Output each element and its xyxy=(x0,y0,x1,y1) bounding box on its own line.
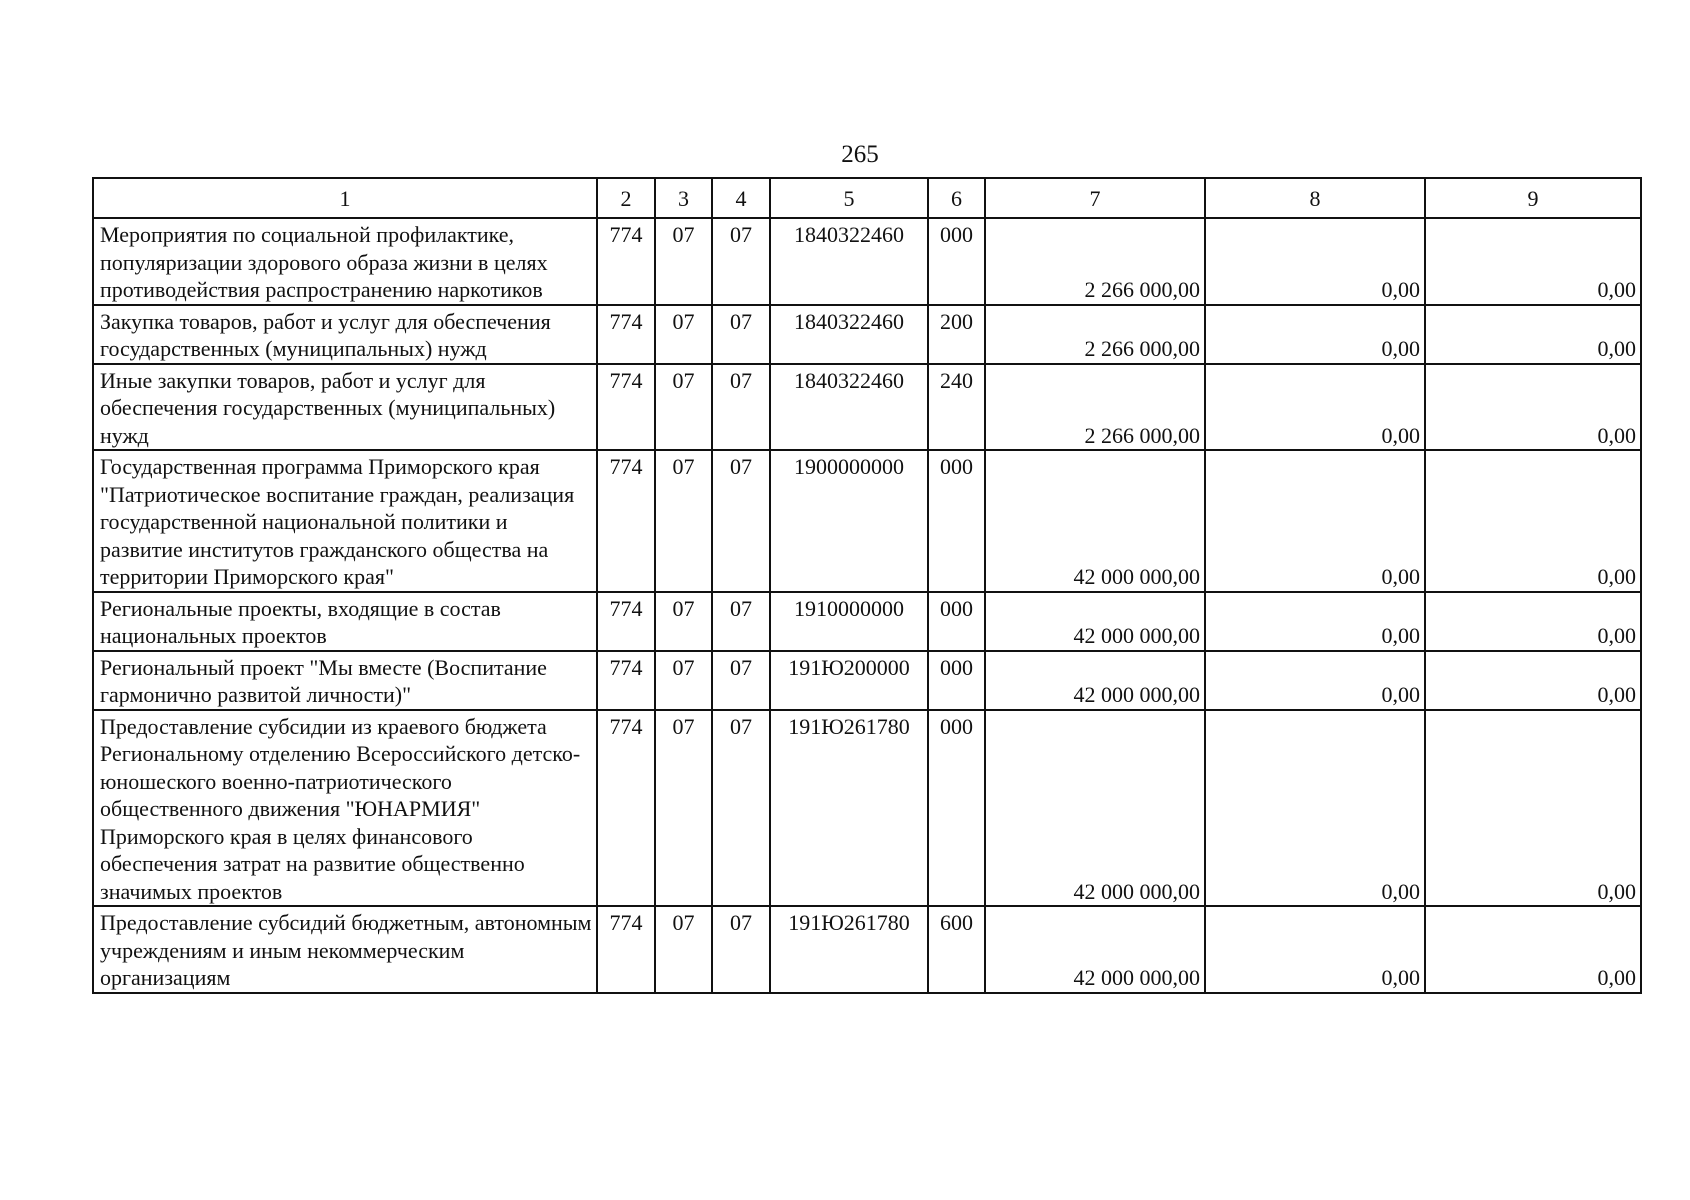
column-header-7: 7 xyxy=(985,178,1205,218)
row-name: Предоставление субсидий бюджетным, автономным учреждениям и иным некоммерческим организациям xyxy=(93,906,597,993)
admin-code: 774 xyxy=(597,450,655,592)
amount-col8: 0,00 xyxy=(1205,305,1425,364)
amount-col8: 0,00 xyxy=(1205,651,1425,710)
row-name: Государственная программа Приморского края "Патриотическое воспитание граждан, реализация государственной национальной политики и развитие институтов гражданского общества на территории Приморского края" xyxy=(93,450,597,592)
admin-code: 774 xyxy=(597,305,655,364)
amount-col9: 0,00 xyxy=(1425,450,1641,592)
admin-code: 774 xyxy=(597,218,655,305)
expense-type-code: 600 xyxy=(928,906,985,993)
table-row xyxy=(93,906,1641,993)
subsection-code: 07 xyxy=(712,710,770,907)
row-name: Предоставление субсидии из краевого бюджета Региональному отделению Всероссийского детско-юношеского военно-патриотического общественного движения "ЮНАРМИЯ" Приморского края в целях финансового обеспечения затрат на развитие общественно значимых проектов xyxy=(93,710,597,907)
column-header-6: 6 xyxy=(928,178,985,218)
table-row xyxy=(93,651,1641,710)
amount-col8: 0,00 xyxy=(1205,906,1425,993)
table-row xyxy=(93,710,1641,907)
amount-col9: 0,00 xyxy=(1425,651,1641,710)
amount-col8: 0,00 xyxy=(1205,592,1425,651)
admin-code: 774 xyxy=(597,592,655,651)
expense-type-code: 000 xyxy=(928,710,985,907)
column-header-3: 3 xyxy=(655,178,712,218)
amount-col8: 0,00 xyxy=(1205,218,1425,305)
amount-col7: 2 266 000,00 xyxy=(985,364,1205,451)
row-name: Иные закупки товаров, работ и услуг для обеспечения государственных (муниципальных) нужд xyxy=(93,364,597,451)
section-code: 07 xyxy=(655,906,712,993)
amount-col9: 0,00 xyxy=(1425,305,1641,364)
amount-col9: 0,00 xyxy=(1425,364,1641,451)
target-article-code: 1910000000 xyxy=(770,592,928,651)
subsection-code: 07 xyxy=(712,305,770,364)
amount-col8: 0,00 xyxy=(1205,710,1425,907)
table-row xyxy=(93,450,1641,592)
section-code: 07 xyxy=(655,651,712,710)
admin-code: 774 xyxy=(597,906,655,993)
target-article-code: 1840322460 xyxy=(770,364,928,451)
table-row xyxy=(93,305,1641,364)
expense-type-code: 000 xyxy=(928,651,985,710)
target-article-code: 1900000000 xyxy=(770,450,928,592)
expense-type-code: 000 xyxy=(928,592,985,651)
table-row xyxy=(93,592,1641,651)
row-name: Региональный проект "Мы вместе (Воспитание гармонично развитой личности)" xyxy=(93,651,597,710)
section-code: 07 xyxy=(655,592,712,651)
amount-col7: 42 000 000,00 xyxy=(985,906,1205,993)
subsection-code: 07 xyxy=(712,651,770,710)
amount-col9: 0,00 xyxy=(1425,906,1641,993)
subsection-code: 07 xyxy=(712,450,770,592)
row-name: Закупка товаров, работ и услуг для обеспечения государственных (муниципальных) нужд xyxy=(93,305,597,364)
header-row xyxy=(93,178,1641,218)
section-code: 07 xyxy=(655,364,712,451)
column-header-8: 8 xyxy=(1205,178,1425,218)
amount-col7: 42 000 000,00 xyxy=(985,651,1205,710)
target-article-code: 1840322460 xyxy=(770,218,928,305)
target-article-code: 191Ю200000 xyxy=(770,651,928,710)
amount-col9: 0,00 xyxy=(1425,710,1641,907)
target-article-code: 191Ю261780 xyxy=(770,710,928,907)
section-code: 07 xyxy=(655,218,712,305)
amount-col9: 0,00 xyxy=(1425,592,1641,651)
amount-col8: 0,00 xyxy=(1205,450,1425,592)
amount-col8: 0,00 xyxy=(1205,364,1425,451)
section-code: 07 xyxy=(655,450,712,592)
amount-col7: 42 000 000,00 xyxy=(985,592,1205,651)
amount-col9: 0,00 xyxy=(1425,218,1641,305)
target-article-code: 191Ю261780 xyxy=(770,906,928,993)
amount-col7: 42 000 000,00 xyxy=(985,450,1205,592)
expense-type-code: 000 xyxy=(928,218,985,305)
column-header-1: 1 xyxy=(93,178,597,218)
admin-code: 774 xyxy=(597,651,655,710)
target-article-code: 1840322460 xyxy=(770,305,928,364)
admin-code: 774 xyxy=(597,364,655,451)
expense-type-code: 000 xyxy=(928,450,985,592)
amount-col7: 2 266 000,00 xyxy=(985,218,1205,305)
expense-type-code: 240 xyxy=(928,364,985,451)
column-header-2: 2 xyxy=(597,178,655,218)
column-header-5: 5 xyxy=(770,178,928,218)
table-row xyxy=(93,218,1641,305)
column-header-4: 4 xyxy=(712,178,770,218)
subsection-code: 07 xyxy=(712,364,770,451)
expense-type-code: 200 xyxy=(928,305,985,364)
subsection-code: 07 xyxy=(712,592,770,651)
section-code: 07 xyxy=(655,710,712,907)
section-code: 07 xyxy=(655,305,712,364)
amount-col7: 2 266 000,00 xyxy=(985,305,1205,364)
table-row xyxy=(93,364,1641,451)
budget-table xyxy=(92,177,1642,994)
subsection-code: 07 xyxy=(712,906,770,993)
row-name: Региональные проекты, входящие в состав национальных проектов xyxy=(93,592,597,651)
column-header-9: 9 xyxy=(1425,178,1641,218)
amount-col7: 42 000 000,00 xyxy=(985,710,1205,907)
page-number: 265 xyxy=(841,141,879,168)
subsection-code: 07 xyxy=(712,218,770,305)
row-name: Мероприятия по социальной профилактике, популяризации здорового образа жизни в целях противодействия распространению наркотиков xyxy=(93,218,597,305)
admin-code: 774 xyxy=(597,710,655,907)
